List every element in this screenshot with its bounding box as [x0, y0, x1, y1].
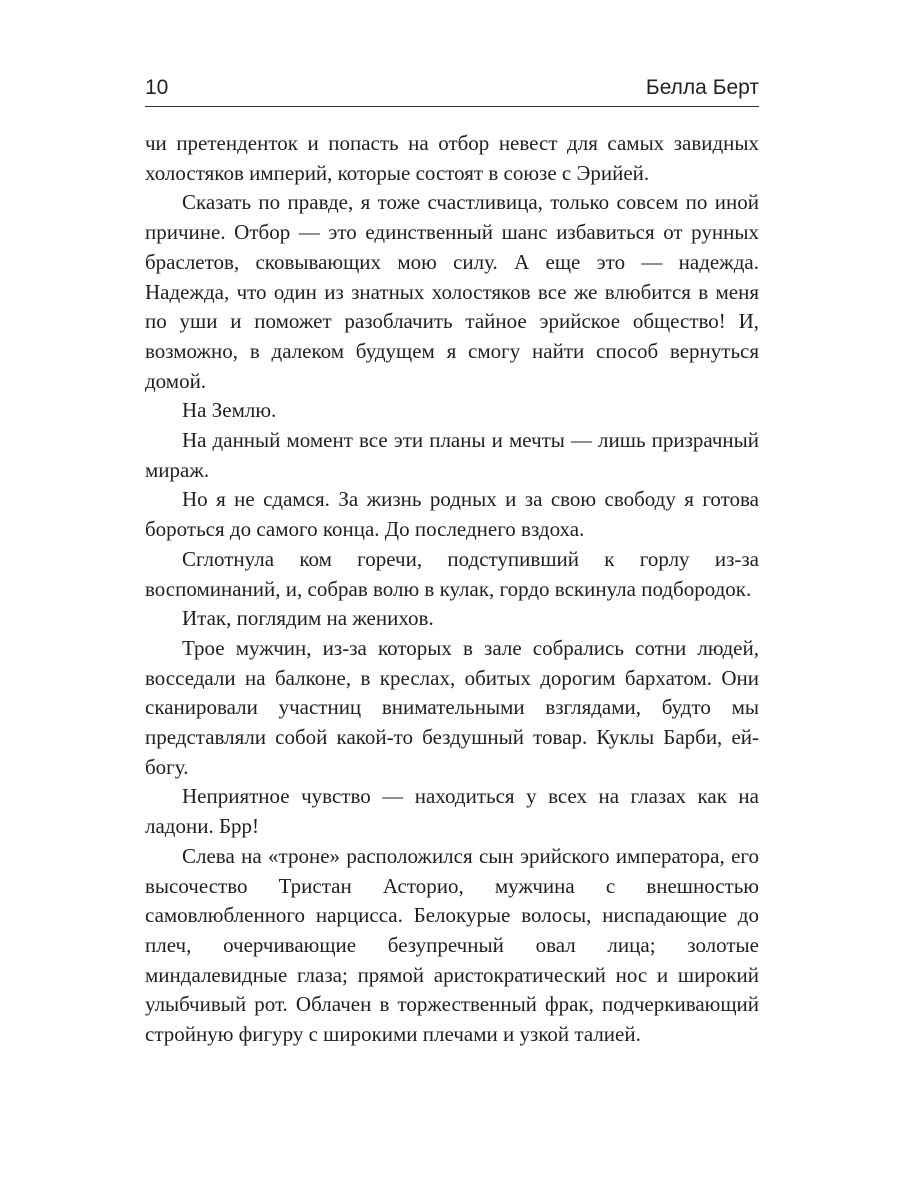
- body-text: [145, 129, 759, 1050]
- paragraph-3: На Землю.: [182, 398, 277, 423]
- paragraph-2: Сказать по правде, я тоже счастливица, только совсем по иной причине. Отбор — это единственный шанс избавиться от рунных браслетов, сковывающих мою силу. А еще это — надежда. Надежда, что один из знатных холостяков все же влюбится в меня по уши и поможет разоблачить тайное эрийское общество! И, возможно, в далеком будущем я смогу найти способ вернуться домой.: [145, 190, 759, 393]
- paragraph-10: Слева на «троне» расположился сын эрийского императора, его высочество Тристан Асторио, мужчина с внешностью самовлюбленного нарцисса. Белокурые волосы, ниспадающие до плеч, очерчивающие безупречный овал лица; золотые миндалевидные глаза; прямой аристократический нос и широкий улыбчивый рот. Облачен в торжественный фрак, подчеркивающий стройную фигуру с широкими плечами и узкой талией.: [145, 843, 759, 1047]
- paragraph-6: Сглотнула ком горечи, подступивший к горлу из-за воспоминаний, и, собрав волю в кулак, гордо вскинула подбородок.: [145, 546, 759, 601]
- paragraph-1: чи претенденток и попасть на отбор невест для самых завидных холостяков империй, которые состоят в союзе с Эрийей.: [145, 131, 759, 185]
- paragraph-7: Итак, поглядим на женихов.: [182, 606, 434, 631]
- running-header-author: Белла Берт: [645, 76, 759, 99]
- paragraph-9: Неприятное чувство — находиться у всех на глазах как на ладони. Брр!: [145, 784, 759, 839]
- header-divider: [145, 106, 759, 107]
- paragraph-5: Но я не сдамся. За жизнь родных и за свою свободу я готова бороться до самого конца. До последнего вздоха.: [145, 487, 759, 542]
- page-number: 10: [145, 76, 169, 99]
- paragraph-4: На данный момент все эти планы и мечты — лишь призрачный мираж.: [145, 428, 759, 482]
- running-header: [145, 72, 759, 104]
- paragraph-8: Трое мужчин, из-за которых в зале собрались сотни людей, восседали на балконе, в креслах, обитых дорогим бархатом. Они сканировали участниц внимательными взглядами, будто мы представляли собой какой-то бездушный товар. Куклы Барби, ей-богу.: [145, 635, 759, 779]
